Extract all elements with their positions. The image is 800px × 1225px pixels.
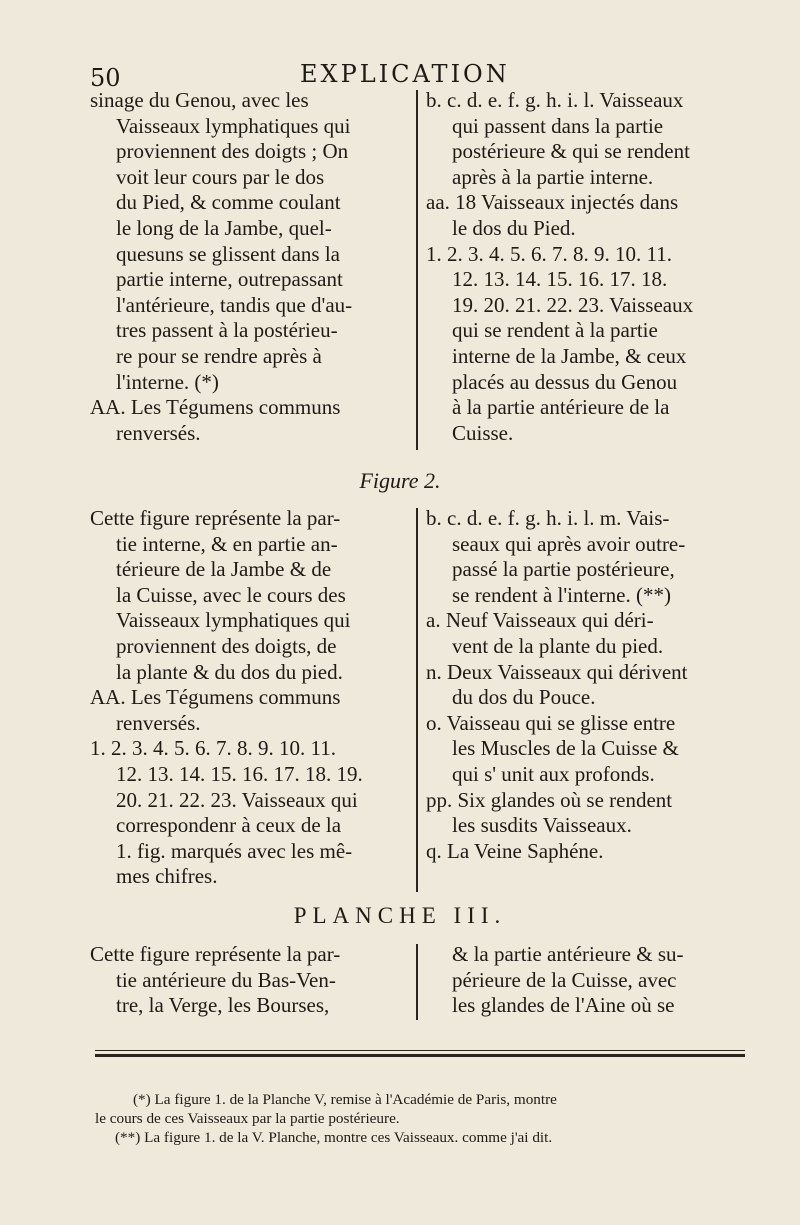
text-line: AA. Les Tégumens communs	[90, 395, 341, 420]
text-line: le long de la Jambe, quel-	[116, 215, 332, 240]
text-line: qui se rendent à la partie	[452, 318, 658, 343]
text-line: Vaisseaux lymphatiques qui	[116, 608, 351, 633]
text-line: voit leur cours par le dos	[116, 164, 325, 189]
text-line: o. Vaisseau qui se glisse entre	[426, 710, 676, 735]
column-divider	[416, 90, 418, 450]
text-line: Cuisse.	[452, 420, 514, 445]
text-line: la plante & du dos du pied.	[116, 659, 343, 684]
text-line: térieure de la Jambe & de	[116, 557, 332, 582]
text-line: du Pied, & comme coulant	[116, 190, 341, 215]
text-line: 12. 13. 14. 15. 16. 17. 18. 19.	[116, 761, 363, 786]
text-line: sinage du Genou, avec les	[90, 88, 309, 112]
text-line: b. c. d. e. f. g. h. i. l. m. Vais-	[426, 506, 670, 530]
figure-heading: Figure 2.	[359, 468, 441, 493]
footnote-line: (**) La figure 1. de la V. Planche, montre ces Vaisseaux. comme j'ai dit.	[115, 1129, 553, 1146]
text-line: correspondenr à ceux de la	[116, 813, 342, 838]
text-line: les susdits Vaisseaux.	[452, 813, 632, 838]
text-line: vent de la plante du pied.	[452, 633, 664, 658]
text-line: proviennent des doigts ; On	[116, 139, 349, 164]
text-line: 12. 13. 14. 15. 16. 17. 18.	[452, 267, 668, 292]
column-divider	[416, 944, 418, 1020]
text-line: Vaisseaux lymphatiques qui	[116, 113, 351, 138]
footnote-rule	[95, 1050, 745, 1051]
text-line: aa. 18 Vaisseaux injectés dans	[426, 190, 679, 215]
section1-right-column	[426, 88, 693, 446]
text-line: placés au dessus du Genou	[452, 369, 678, 394]
text-line: seaux qui après avoir outre-	[452, 531, 686, 556]
text-line: quesuns se glissent dans la	[116, 241, 340, 266]
text-line: AA. Les Tégumens communs	[90, 685, 341, 710]
text-line: q. La Veine Saphéne.	[426, 838, 604, 863]
text-line: Cette figure représente la par-	[90, 506, 341, 530]
section1-left-column	[90, 88, 352, 446]
text-line: 1. 2. 3. 4. 5. 6. 7. 8. 9. 10. 11.	[90, 736, 336, 761]
text-line: renversés.	[116, 420, 201, 445]
text-line: postérieure & qui se rendent	[452, 139, 690, 164]
text-line: n. Deux Vaisseaux qui dérivent	[426, 659, 688, 684]
text-line: passé la partie postérieure,	[452, 557, 675, 582]
footnotes	[95, 1090, 755, 1147]
text-line: qui passent dans la partie	[452, 113, 664, 138]
text-line: & la partie antérieure & su-	[452, 942, 684, 966]
section3-left-column	[90, 942, 340, 1019]
text-line: à la partie antérieure de la	[452, 395, 670, 420]
text-line: périeure de la Cuisse, avec	[452, 967, 677, 992]
column-divider	[416, 508, 418, 892]
text-line: du dos du Pouce.	[452, 685, 596, 710]
text-line: la Cuisse, avec le cours des	[116, 582, 346, 607]
text-line: l'antérieure, tandis que d'au-	[116, 292, 353, 317]
running-head: EXPLICATION	[300, 60, 510, 88]
text-line: a. Neuf Vaisseaux qui déri-	[426, 608, 654, 633]
text-line: partie interne, outrepassant	[116, 267, 343, 292]
text-line: le dos du Pied.	[452, 215, 576, 240]
section2-right-column	[426, 506, 687, 864]
section2-left-column	[90, 506, 363, 890]
footnote-rule	[95, 1054, 745, 1057]
text-line: après à la partie interne.	[452, 164, 654, 189]
text-line: re pour se rendre après à	[116, 343, 322, 368]
text-line: tie antérieure du Bas-Ven-	[116, 967, 336, 992]
text-line: les glandes de l'Aine où se	[452, 993, 675, 1018]
text-line: 1. 2. 3. 4. 5. 6. 7. 8. 9. 10. 11.	[426, 241, 672, 266]
text-line: 20. 21. 22. 23. Vaisseaux qui	[116, 787, 358, 812]
text-line: 19. 20. 21. 22. 23. Vaisseaux	[452, 292, 694, 317]
text-line: tie interne, & en partie an-	[116, 531, 338, 556]
text-line: Cette figure représente la par-	[90, 942, 341, 966]
text-line: proviennent des doigts, de	[116, 633, 337, 658]
text-line: tre, la Verge, les Bourses,	[116, 993, 330, 1018]
text-line: l'interne. (*)	[116, 369, 219, 394]
text-line: pp. Six glandes où se rendent	[426, 787, 673, 812]
text-line: interne de la Jambe, & ceux	[452, 343, 687, 368]
text-line: se rendent à l'interne. (**)	[452, 582, 671, 607]
text-line: mes chifres.	[116, 864, 218, 889]
text-line: les Muscles de la Cuisse &	[452, 736, 679, 761]
text-line: renversés.	[116, 710, 201, 735]
footnote-line: le cours de ces Vaisseaux par la partie postérieure.	[95, 1110, 400, 1127]
plate-heading: PLANCHE III.	[293, 903, 507, 928]
text-line: 1. fig. marqués avec les mê-	[116, 838, 353, 863]
text-line: b. c. d. e. f. g. h. i. l. Vaisseaux	[426, 88, 684, 112]
section3-right-column	[426, 942, 683, 1019]
text-line: tres passent à la postérieu-	[116, 318, 338, 343]
footnote-line: (*) La figure 1. de la Planche V, remise à l'Académie de Paris, montre	[133, 1091, 557, 1108]
text-line: qui s' unit aux profonds.	[452, 761, 655, 786]
page-number: 50	[90, 64, 121, 92]
